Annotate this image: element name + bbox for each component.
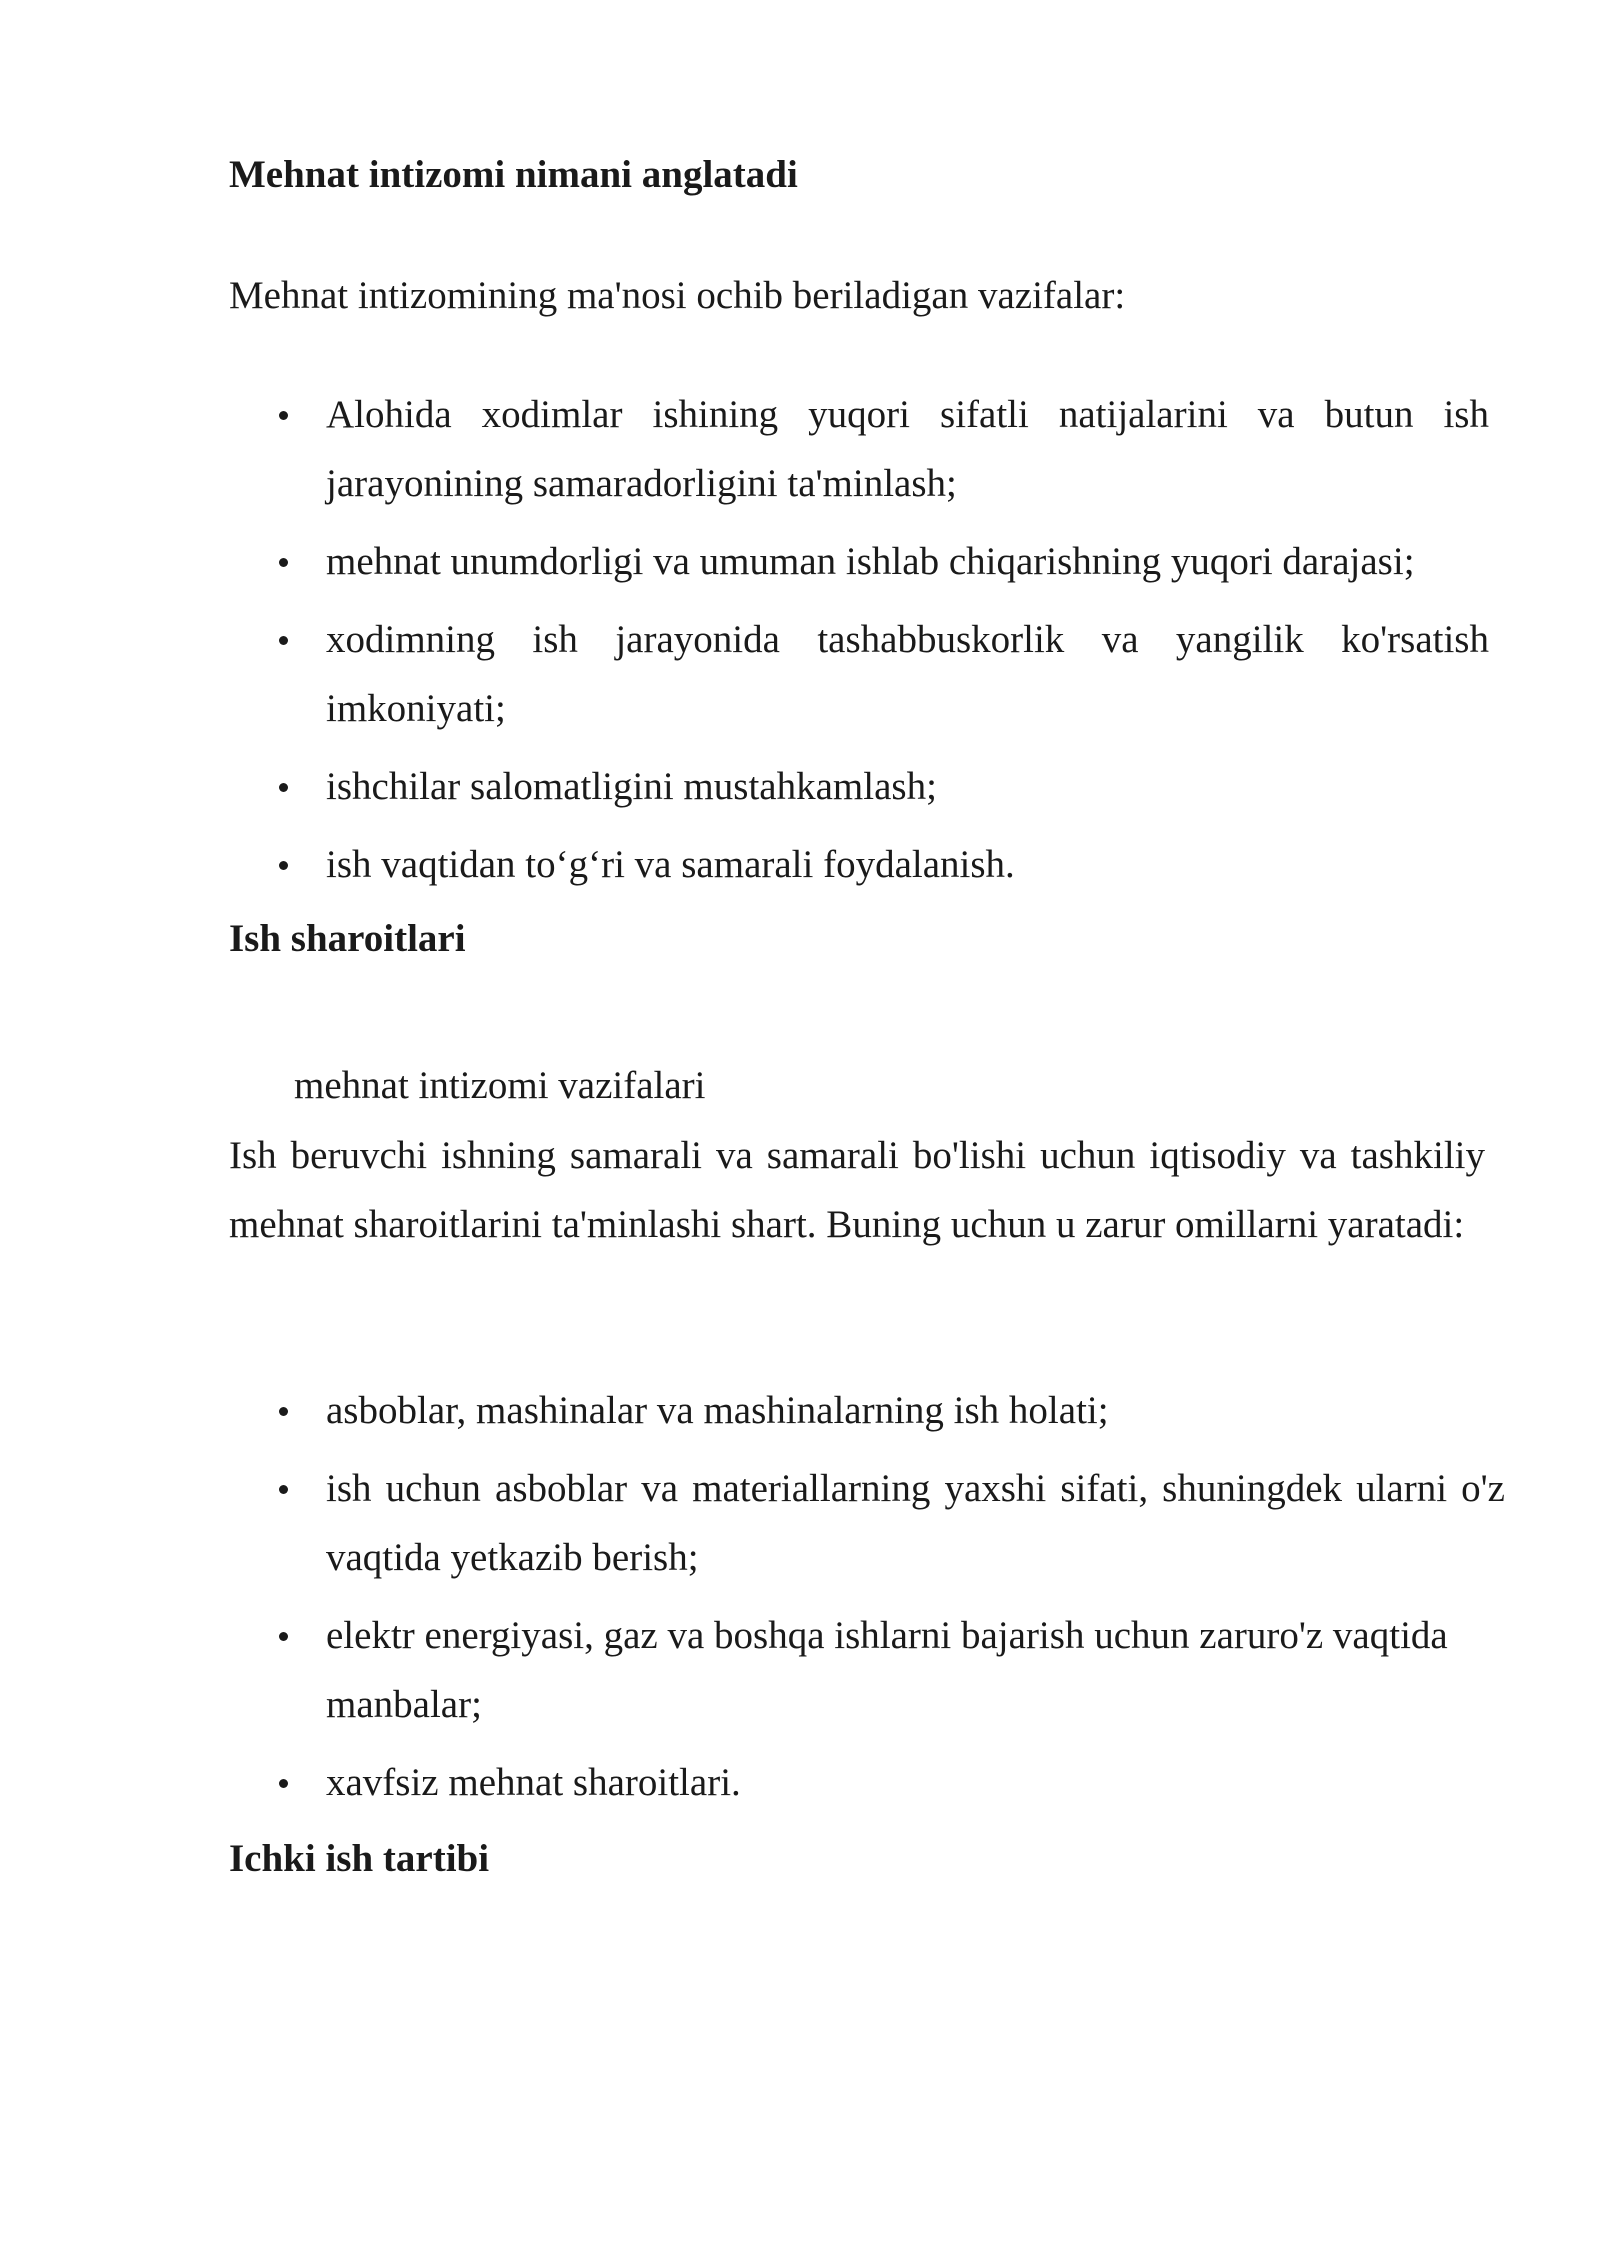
list-item: asboblar, mashinalar va mashinalarning ish holati;: [229, 1376, 1505, 1445]
bullet-icon: [279, 1779, 288, 1788]
bullet-icon: [279, 558, 288, 567]
conditions-list: [229, 1376, 1505, 1817]
list-item: ish uchun asboblar va materiallarning yaxshi sifati, shuningdek ularni o'z vaqtida yetkazib berish;: [229, 1454, 1505, 1592]
list-item: ish vaqtidan to‘g‘ri va samarali foydalanish.: [229, 830, 1489, 899]
image-caption: mehnat intizomi vazifalari: [294, 1064, 706, 1107]
list-item: xodimning ish jarayonida tashabbuskorlik va yangilik ko'rsatish imkoniyati;: [229, 605, 1489, 743]
conditions-paragraph: Ish beruvchi ishning samarali va samarali bo'lishi uchun iqtisodiy va tashkiliy mehnat sharoitlarini ta'minlashi shart. Buning uchun u zarur omillarni yaratadi:: [229, 1134, 1485, 1246]
bullet-icon: [279, 1485, 288, 1494]
heading-ichki-ish-tartibi: Ichki ish tartibi: [229, 1837, 490, 1880]
bullet-icon: [279, 636, 288, 645]
list-item: mehnat unumdorligi va umuman ishlab chiqarishning yuqori darajasi;: [229, 527, 1489, 596]
list-item: Alohida xodimlar ishining yuqori sifatli natijalarini va butun ish jarayonining samaradorligini ta'minlash;: [229, 380, 1489, 518]
bullet-icon: [279, 1407, 288, 1416]
list-item: elektr energiyasi, gaz va boshqa ishlarni bajarish uchun zaruro'z vaqtida manbalar;: [229, 1601, 1505, 1739]
list-item: ishchilar salomatligini mustahkamlash;: [229, 752, 1489, 821]
heading-ish-sharoitlari: Ish sharoitlari: [229, 917, 466, 960]
tasks-list: [229, 380, 1489, 899]
list-item: xavfsiz mehnat sharoitlari.: [229, 1748, 1505, 1817]
bullet-icon: [279, 783, 288, 792]
bullet-icon: [279, 1632, 288, 1641]
intro-paragraph: Mehnat intizomining ma'nosi ochib beriladigan vazifalar:: [229, 274, 1126, 317]
bullet-icon: [279, 411, 288, 420]
bullet-icon: [279, 861, 288, 870]
heading-mehnat-intizomi: Mehnat intizomi nimani anglatadi: [229, 153, 798, 196]
